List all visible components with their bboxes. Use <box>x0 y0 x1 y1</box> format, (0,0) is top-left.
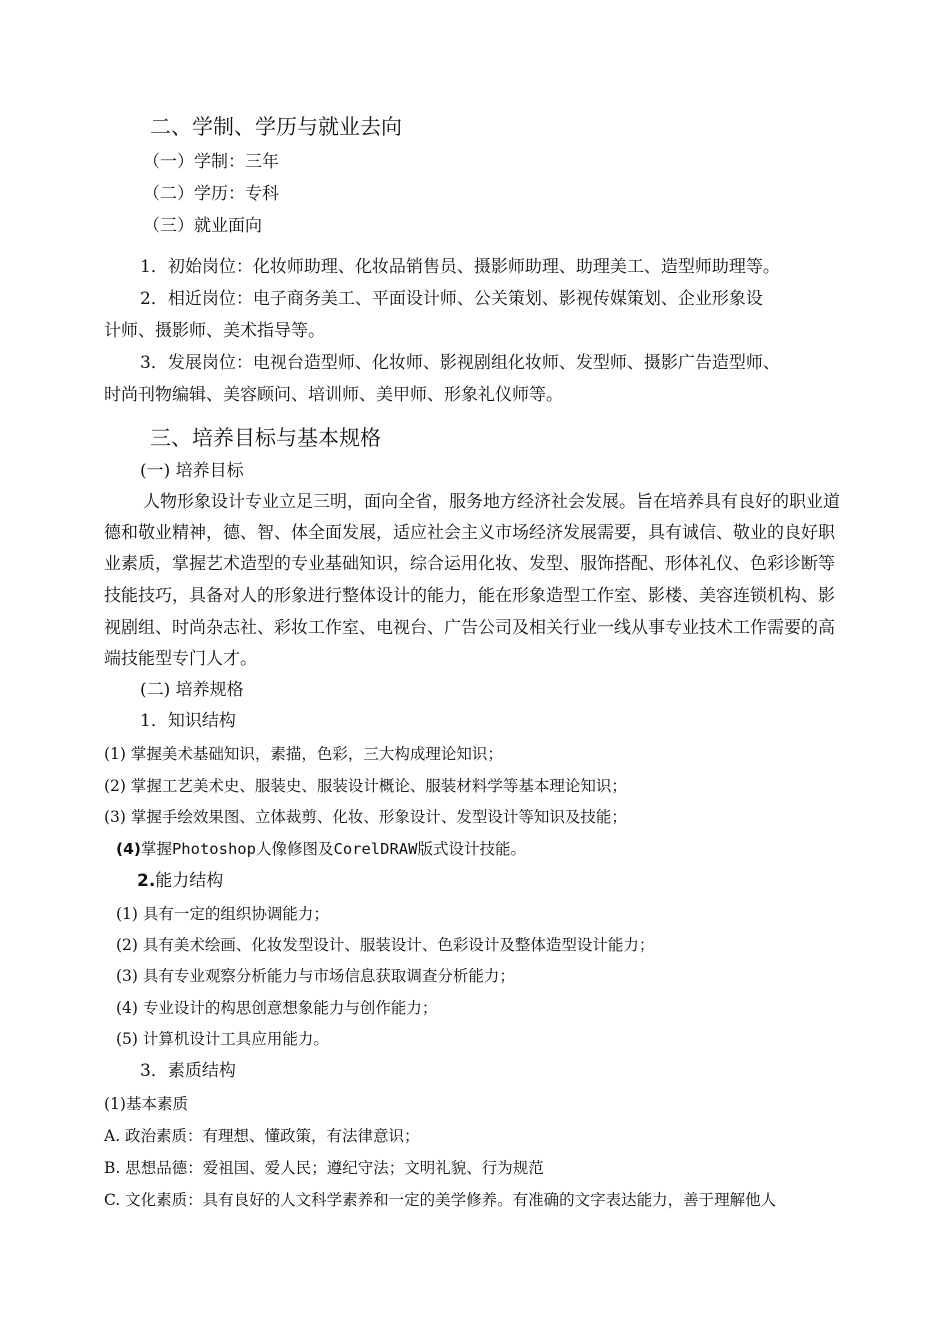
list-item-text: 人像修图及 <box>255 840 334 858</box>
list-title <box>137 870 223 892</box>
list-item <box>116 838 526 860</box>
list-item: (5) 计算机设计工具应用能力。 <box>116 1030 329 1048</box>
paragraph-line: 业素质，掌握艺术造型的专业基础知识，综合运用化妆、发型、服饰搭配、形体礼仪、色彩诊断等 <box>104 554 835 574</box>
list-item: (3) 掌握手绘效果图、立体裁剪、化妆、形象设计、发型设计等知识及技能； <box>104 808 627 826</box>
list-title: 1．知识结构 <box>140 711 236 731</box>
list-item: C. 文化素质：具有良好的人文科学素养和一定的美学修养。有准确的文字表达能力，善于理解他人 <box>104 1191 777 1209</box>
list-item-text: 版式设计技能。 <box>417 840 526 858</box>
paragraph-line: 视剧组、时尚杂志社、彩妆工作室、电视台、广告公司及相关行业一线从事专业技术工作需要的高 <box>104 618 835 638</box>
subsection-title: (一) 培养目标 <box>140 461 244 481</box>
list-item: A. 政治素质：有理想、懂政策，有法律意识； <box>104 1127 420 1145</box>
software-name: CorelDRAW <box>333 840 418 858</box>
subsection-item: （一）学制：三年 <box>143 152 279 172</box>
list-title-text: 能力结构 <box>155 871 224 891</box>
list-title: 3．素质结构 <box>140 1061 236 1081</box>
software-name: Photoshop <box>171 840 256 858</box>
list-item: (3) 具有专业观察分析能力与市场信息获取调查分析能力； <box>116 967 515 985</box>
list-title-number: 2. <box>137 871 156 891</box>
list-item-text: 掌握 <box>140 840 172 858</box>
subsection-item: （二）学历：专科 <box>143 184 279 204</box>
list-item: (1) 掌握美术基础知识，素描，色彩，三大构成理论知识； <box>104 745 503 763</box>
subsection-title: (二) 培养规格 <box>140 680 244 700</box>
paragraph-line: 1．初始岗位：化妆师助理、化妆品销售员、摄影师助理、助理美工、造型师助理等。 <box>140 257 780 277</box>
section-heading: 三、培养目标与基本规格 <box>150 426 381 450</box>
paragraph-line: 时尚刊物编辑、美容顾问、培训师、美甲师、形象礼仪师等。 <box>104 385 563 405</box>
paragraph-line: 计师、摄影师、美术指导等。 <box>104 321 325 341</box>
list-item: (2) 具有美术绘画、化妆发型设计、服装设计、色彩设计及整体造型设计能力； <box>116 936 655 954</box>
paragraph-line: 德和敬业精神，德、智、体全面发展，适应社会主义市场经济发展需要，具有诚信、敬业的良好职 <box>104 523 835 543</box>
paragraph-line: 端技能型专门人才。 <box>104 649 257 669</box>
section-heading: 二、学制、学历与就业去向 <box>150 115 402 139</box>
paragraph-line: 人物形象设计专业立足三明，面向全省，服务地方经济社会发展。旨在培养具有良好的职业道 <box>143 492 840 512</box>
list-item: (1) 具有一定的组织协调能力； <box>116 905 329 923</box>
list-item: (4) 专业设计的构思创意想象能力与创作能力； <box>116 999 438 1017</box>
paragraph-line: 技能技巧，具备对人的形象进行整体设计的能力，能在形象造型工作室、影楼、美容连锁机构、影 <box>104 586 835 606</box>
paragraph-line: 3．发展岗位：电视台造型师、化妆师、影视剧组化妆师、发型师、摄影广告造型师、 <box>140 353 780 373</box>
list-item: (2) 掌握工艺美术史、服装史、服装设计概论、服装材料学等基本理论知识； <box>104 777 627 795</box>
paragraph-line: 2．相近岗位：电子商务美工、平面设计师、公关策划、影视传媒策划、企业形象设 <box>140 289 763 309</box>
subsection-item: （三）就业面向 <box>143 216 262 236</box>
list-item: B. 思想品德：爱祖国、爱人民；遵纪守法；文明礼貌、行为规范 <box>104 1159 544 1177</box>
list-subtitle: (1)基本素质 <box>104 1095 188 1113</box>
list-item-number: (4) <box>116 840 141 858</box>
